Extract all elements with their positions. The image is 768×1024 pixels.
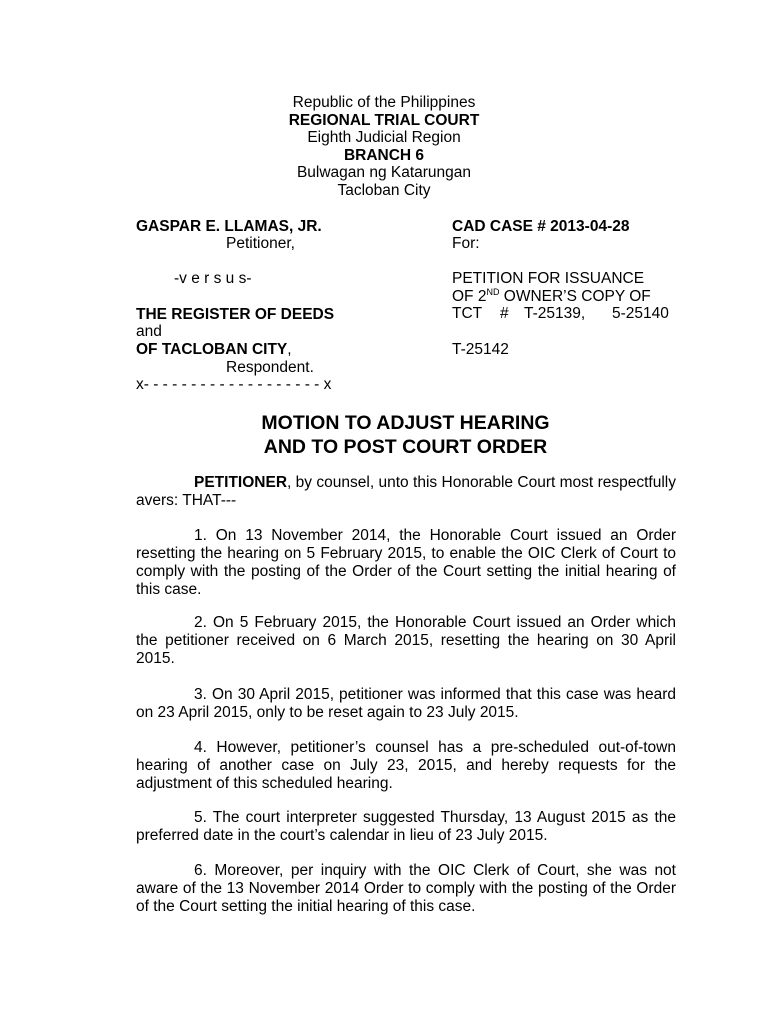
respondent-and: and	[136, 323, 162, 340]
petitioner-role: Petitioner,	[226, 235, 295, 252]
petition-title-line1: PETITION FOR ISSUANCE	[452, 270, 645, 287]
paragraph-6	[136, 862, 676, 916]
tct-number-3: T-25142	[452, 341, 509, 358]
respondent-name-line2-text: OF TACLOBAN CITY	[136, 341, 288, 358]
tct-label: TCT	[452, 305, 483, 322]
motion-title-line2: AND TO POST COURT ORDER	[263, 436, 548, 458]
paragraph-3-text: 3. On 30 April 2015, petitioner was informed that this case was heard on 23 April 2015, only to be reset again to 23 July 2015.	[136, 686, 676, 721]
header-republic: Republic of the Philippines	[292, 94, 476, 111]
intro-petitioner: PETITIONER	[194, 474, 288, 491]
paragraph-4	[136, 739, 676, 793]
respondent-name-line1: THE REGISTER OF DEEDS	[136, 306, 335, 323]
paragraph-5-text: 5. The court interpreter suggested Thursday, 13 August 2015 as the preferred date in the court’s calendar in lieu of 23 July 2015.	[136, 809, 676, 844]
paragraph-1-text: 1. On 13 November 2014, the Honorable Court issued an Order resetting the hearing on 5 February 2015, to enable the OIC Clerk of Court to comply with the posting of the Order of the Court setting the initial hearing of this case.	[136, 527, 676, 598]
petition-line2-start: OF 2	[452, 288, 487, 305]
paragraph-6-text: 6. Moreover, per inquiry with the OIC Clerk of Court, she was not aware of the 13 November 2014 Order to comply with the posting of the Order of the Court setting the initial hearing of this case.	[136, 862, 676, 915]
paragraph-1	[136, 527, 676, 599]
paragraph-4-text: 4. However, petitioner’s counsel has a pre-scheduled out-of-town hearing of another case on July 23, 2015, and hereby requests for the adjustment of this scheduled hearing.	[136, 739, 676, 792]
paragraph-2	[136, 614, 676, 668]
paragraph-3	[136, 686, 676, 722]
ordinal-suffix: ND	[486, 287, 500, 297]
header-hall: Bulwagan ng Katarungan	[296, 164, 472, 182]
tct-number-1: T-25139,	[524, 305, 586, 322]
tct-hash: #	[500, 305, 509, 322]
header-city: Tacloban City	[337, 181, 431, 199]
intro-text: , by counsel, unto this Honorable Court most respectfully avers: THAT---	[136, 474, 676, 509]
petitioner-name: GASPAR E. LLAMAS, JR.	[136, 218, 322, 235]
paragraph-2-text: 2. On 5 February 2015, the Honorable Court issued an Order which the petitioner received on 6 March 2015, resetting the hearing on 30 April 2015.	[136, 614, 676, 667]
court-header	[0, 94, 768, 200]
petition-title-line2	[452, 288, 651, 306]
respondent-comma: ,	[287, 341, 292, 358]
motion-title	[0, 411, 768, 459]
header-branch: BRANCH 6	[343, 146, 425, 164]
motion-title-line1: MOTION TO ADJUST HEARING	[261, 412, 550, 434]
petition-line2-end: OWNER’S COPY OF	[499, 288, 651, 305]
intro-paragraph	[136, 474, 676, 510]
versus-label: -v e r s u s-	[174, 270, 252, 287]
header-region: Eighth Judicial Region	[307, 129, 461, 147]
header-court: REGIONAL TRIAL COURT	[288, 111, 480, 129]
paragraph-5	[136, 809, 676, 845]
for-label: For:	[452, 235, 480, 252]
case-number: CAD CASE # 2013-04-28	[452, 218, 630, 235]
respondent-name-line2	[136, 341, 292, 359]
tct-number-2: 5-25140	[612, 305, 669, 322]
respondent-role: Respondent.	[226, 359, 314, 376]
caption-separator: x- - - - - - - - - - - - - - - - - - - x	[136, 376, 332, 393]
